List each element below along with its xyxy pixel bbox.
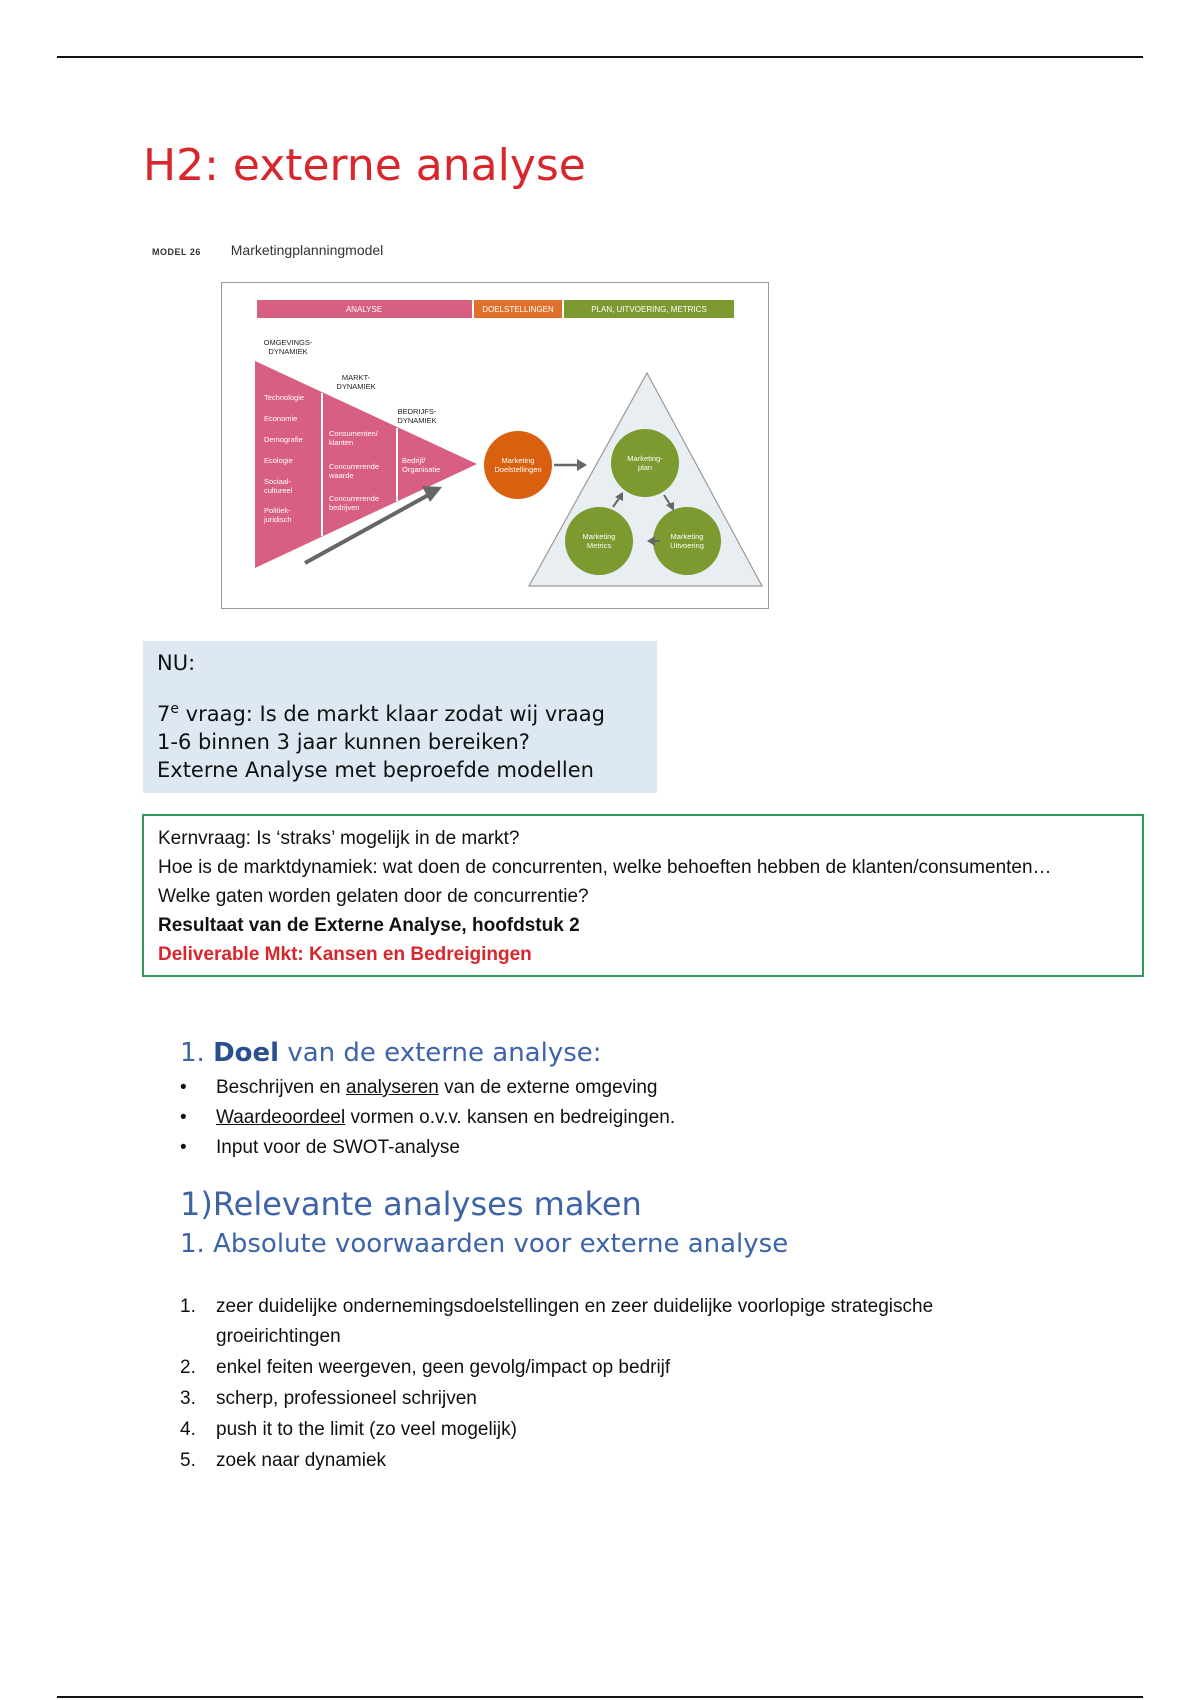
doel-bullet-list [180,1073,675,1163]
markt-item: Concurrerende [329,494,380,503]
kern-line-4: Resultaat van de Externe Analyse, hoofdstuk 2 [158,915,580,936]
list-item [180,1415,1020,1445]
nu-ordinal: 7 [157,702,171,726]
item-text: Input voor de SWOT-analyse [216,1137,460,1158]
nu-label: NU: [157,651,196,675]
circle-uitvoering-label-2: Uitvoering [670,541,704,550]
bar-plan-label: PLAN, UITVOERING, METRICS [591,305,707,314]
circle-plan-label-1: Marketing- [627,454,663,463]
list-number: 3. [180,1388,196,1409]
bedrijf-label-2: DYNAMIEK [397,416,437,425]
heading-doel-number: 1. [180,1038,205,1068]
arrow-to-plan-head [577,459,587,471]
item-underlined: Waardeoordeel [216,1107,346,1128]
heading-doel-rest: van de externe analyse: [279,1038,602,1068]
omgeving-item: cultureel [264,486,293,495]
markt-label-1: MARKT- [341,373,371,382]
bullet-icon: • [180,1077,187,1098]
markt-item: klanten [329,438,354,447]
kern-line-3: Welke gaten worden gelaten door de concurrentie? [158,886,589,907]
bar-doelstellingen-label: DOELSTELLINGEN [482,305,554,314]
item-text: Beschrijven en [216,1077,346,1098]
marketing-planning-model-figure [221,282,769,609]
item-text: zeer duidelijke ondernemingsdoelstellingen en zeer duidelijke voorlopige strategische groeirichtingen [216,1296,934,1347]
nu-callout [143,641,657,793]
item-underlined: analyseren [345,1077,439,1098]
model-caption-text: Marketingplanningmodel [230,242,384,258]
omgeving-item: Economie [264,414,298,423]
diagonal-arrow-head [422,486,442,502]
bullet-icon: • [180,1107,187,1128]
markt-label-2: DYNAMIEK [336,382,376,391]
kernvraag-box [142,814,1144,977]
page-title: H2: externe analyse [143,140,586,191]
voorwaarden-list [180,1292,1020,1477]
omgeving-item: juridisch [264,515,292,524]
circle-metrics-label-1: Marketing [582,532,616,541]
kern-line-2: Hoe is de marktdynamiek: wat doen de concurrenten, welke behoeften hebben de klanten/consumenten… [158,857,1052,878]
nu-line-1-text: vraag: Is de markt klaar zodat wij vraag [179,702,605,726]
model-caption [152,242,383,258]
omgeving-item: Sociaal- [264,477,292,486]
model-diagram [222,283,768,608]
omgeving-label-2: DYNAMIEK [268,347,308,356]
nu-line-2: 1-6 binnen 3 jaar kunnen bereiken? [157,730,530,754]
markt-item: Consumenten/ [329,429,378,438]
circle-doel-label-1: Marketing [501,456,535,465]
item-text: push it to the limit (zo veel mogelijk) [216,1419,517,1440]
omgeving-label-1: OMGEVINGS- [263,338,313,347]
omgeving-item: Ecologie [264,456,293,465]
bedrijf-item: Bedrijf/ [402,456,426,465]
list-item [180,1384,1020,1414]
list-number: 5. [180,1450,196,1471]
kern-line-1: Kernvraag: Is ‘straks’ mogelijk in de markt? [158,828,520,849]
bar-analyse-label: ANALYSE [345,305,383,314]
bedrijf-item: Organisatie [402,465,441,474]
item-text: scherp, professioneel schrijven [216,1388,477,1409]
list-number: 1. [180,1296,196,1317]
bullet-icon: • [180,1137,187,1158]
circle-plan-label-2: plan [637,463,653,472]
markt-item: bedrijven [329,503,360,512]
list-item [180,1446,1020,1476]
circle-doel-label-2: Doelstellingen [494,465,542,474]
list-item [180,1073,675,1103]
item-text: van de externe omgeving [438,1077,658,1098]
circle-uitvoering-label-1: Marketing [670,532,704,541]
list-item [180,1353,1020,1383]
list-item [180,1133,675,1163]
omgeving-item: Politiek- [264,506,291,515]
list-item [180,1292,1020,1352]
nu-line-1 [157,695,643,728]
heading-doel [180,1038,602,1068]
item-text: enkel feiten weergeven, geen gevolg/impact op bedrijf [216,1357,671,1378]
markt-item: waarde [329,471,354,480]
nu-line-3: Externe Analyse met beproefde modellen [157,758,594,782]
item-text: vormen o.v.v. kansen en bedreigingen. [345,1107,676,1128]
list-item [180,1103,675,1133]
bottom-rule [57,1696,1143,1698]
heading-absolute-voorwaarden: 1. Absolute voorwaarden voor externe analyse [180,1229,789,1259]
item-text: zoek naar dynamiek [216,1450,387,1471]
omgeving-item: Technologie [264,393,305,402]
list-number: 2. [180,1357,196,1378]
bedrijf-label-1: BEDRIJFS- [397,407,437,416]
markt-item: Concurrerende [329,462,380,471]
model-number: MODEL 26 [152,247,201,257]
list-number: 4. [180,1419,196,1440]
kern-line-5: Deliverable Mkt: Kansen en Bedreigingen [158,944,532,965]
nu-ordinal-sup: e [170,701,179,717]
circle-metrics-label-2: Metrics [586,541,612,550]
heading-relevante-analyses: 1)Relevante analyses maken [180,1185,642,1223]
omgeving-item: Demografie [264,435,303,444]
top-rule [57,56,1143,58]
heading-doel-bold: Doel [213,1038,280,1068]
